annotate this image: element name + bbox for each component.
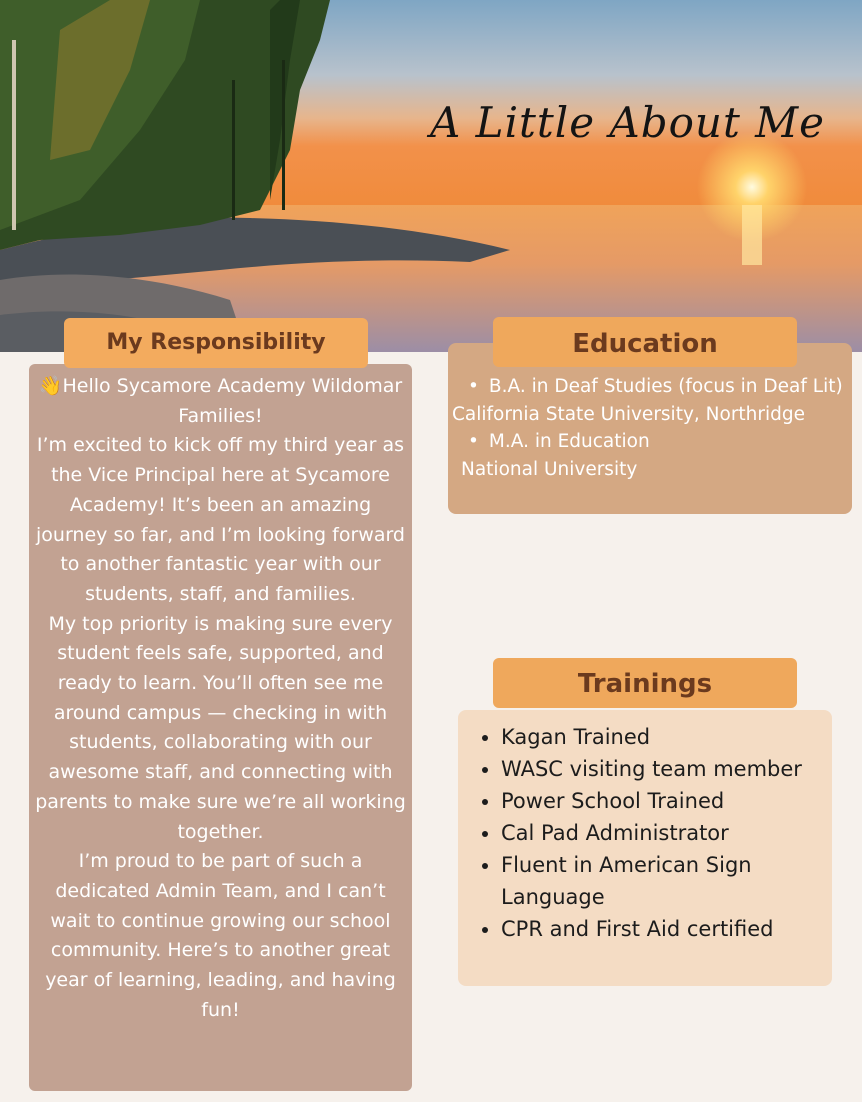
hero-sunset-image xyxy=(0,0,862,352)
education-card xyxy=(448,343,852,514)
trainings-card xyxy=(458,710,832,986)
waving-hand-icon: 👋 xyxy=(38,375,63,397)
priority-paragraph: My top priority is making sure every student feels safe, supported, and ready to learn. You’ll often see me around campus — checking in with students, collaborating with our awesome staff, and connecting with parents to make sure we’re all working together. xyxy=(35,612,406,843)
intro-paragraph: I’m excited to kick off my third year as the Vice Principal here at Sycamore Academy! It’s been an amazing journey so far, and I’m looking forward to another fantastic year with our students, staff, and families. xyxy=(36,434,405,605)
list-item: • Kagan Trained xyxy=(501,721,824,753)
greeting-paragraph: 👋Hello Sycamore Academy Wildomar Families! xyxy=(38,375,403,427)
closing-paragraph: I’m proud to be part of such a dedicated Admin Team, and I can’t wait to continue growing our school community. Here’s to another great year of learning, leading, and having fun! xyxy=(45,850,396,1021)
list-item: • CPR and First Aid certified xyxy=(501,913,824,945)
education-degree-2: • M.A. in Education xyxy=(452,428,852,456)
trainings-heading: Trainings xyxy=(493,658,797,708)
list-item: • Power School Trained xyxy=(501,785,824,817)
education-school-1: California State University, Northridge xyxy=(452,403,806,425)
trainings-list xyxy=(478,721,824,945)
responsibility-heading: My Responsibility xyxy=(64,318,368,368)
sunset-over-lake-icon xyxy=(0,0,862,352)
education-degree-1: • B.A. in Deaf Studies (focus in Deaf Lit) xyxy=(452,373,852,401)
education-heading: Education xyxy=(493,317,797,367)
responsibility-card xyxy=(29,364,412,1091)
education-school-2: National University xyxy=(461,458,638,480)
list-item: • Fluent in American Sign Language xyxy=(501,849,824,913)
list-item: • WASC visiting team member xyxy=(501,753,824,785)
list-item: • Cal Pad Administrator xyxy=(501,817,824,849)
page-title: A Little About Me xyxy=(430,98,826,147)
